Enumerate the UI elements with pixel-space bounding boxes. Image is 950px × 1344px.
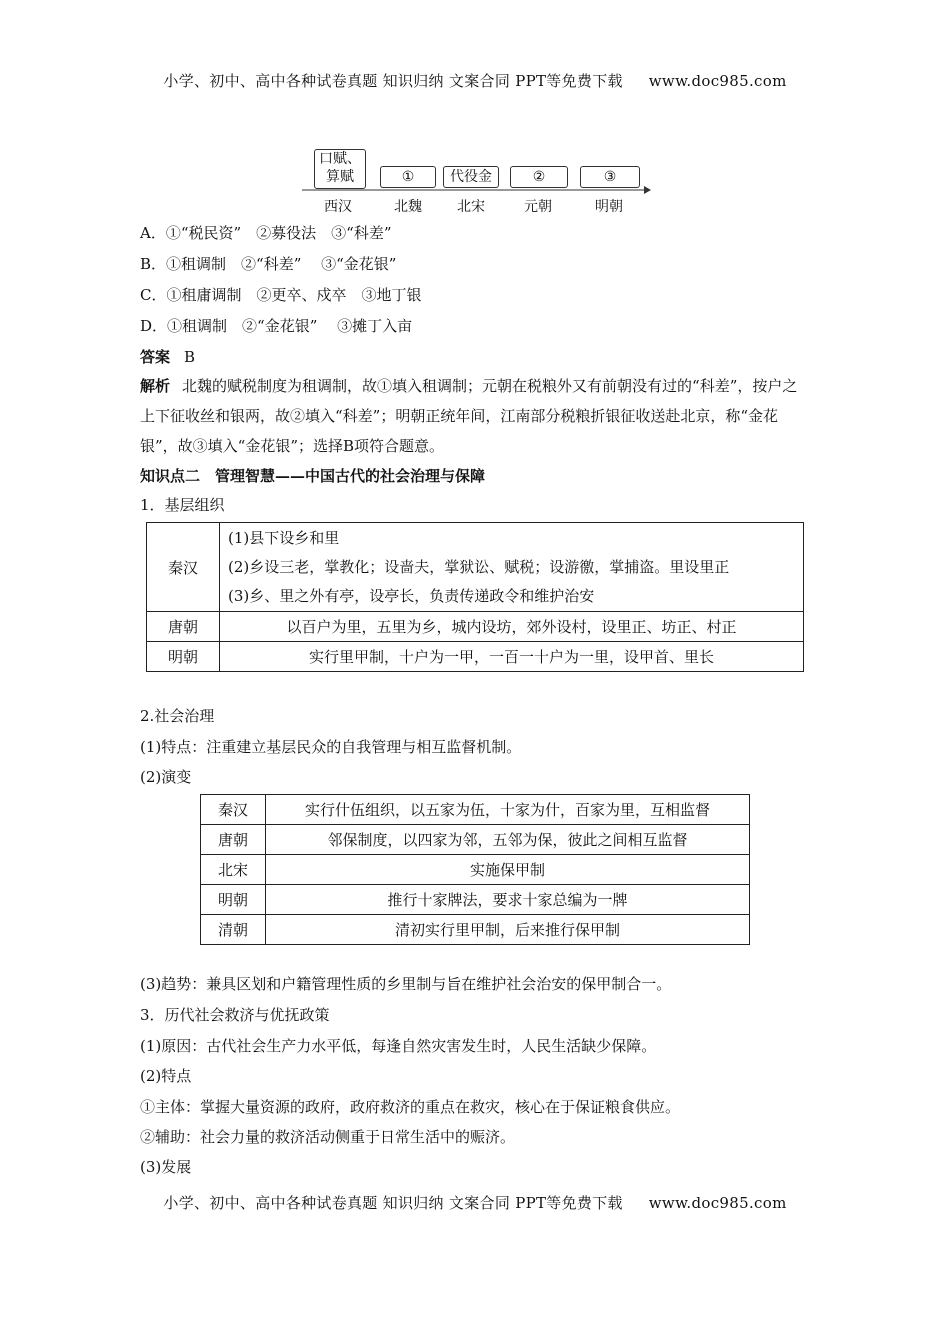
s1-row1-content [220, 523, 804, 612]
s2-row-era: 北宋 [201, 855, 266, 885]
section-title: 知识点二 管理智慧——中国古代的社会治理与保障 [140, 467, 486, 485]
s3-development-title: (3)发展 [140, 1158, 192, 1176]
answer-line [140, 347, 195, 367]
timeline-box-3: 代役金 [443, 166, 499, 188]
s2-title: 2.社会治理 [140, 707, 215, 725]
timeline-axis-arrow [300, 185, 652, 195]
s1-row1-line1: (1)县下设乡和里 [228, 528, 340, 547]
s1-row1-line3: (3)乡、里之外有亭，设亭长，负责传递政令和维护治安 [228, 586, 595, 605]
s1-title: 1．基层组织 [140, 496, 225, 514]
s3-features-title: (2)特点 [140, 1067, 192, 1085]
s3-reason: (1)原因：古代社会生产力水平低，每逢自然灾害发生时，人民生活缺少保障。 [140, 1037, 657, 1055]
s2-row-text: 邻保制度，以四家为邻，五邻为保，彼此之间相互监督 [266, 825, 750, 855]
s2-row-era: 唐朝 [201, 825, 266, 855]
s1-table [146, 522, 804, 672]
s3-feature-2: ②辅助：社会力量的救济活动侧重于日常生活中的赈济。 [140, 1128, 516, 1146]
s1-row2-text: 以百户为里，五里为乡，城内设坊，郊外设村，设里正、坊正、村正 [220, 612, 804, 642]
timeline-box-4: ② [510, 166, 568, 188]
page-footer [0, 1192, 950, 1213]
timeline-box-2: ① [380, 166, 436, 188]
s1-row2-era: 唐朝 [147, 612, 220, 642]
analysis-label: 解析 [140, 377, 171, 395]
s2-evolution-title: (2)演变 [140, 768, 192, 786]
s2-row-text: 实行什伍组织，以五家为伍，十家为什，百家为里，互相监督 [266, 795, 750, 825]
option-c: C．①租庸调制 ②更卒、戍卒 ③地丁银 [140, 286, 422, 304]
timeline-era-5: 明朝 [595, 199, 623, 215]
s2-row-era: 秦汉 [201, 795, 266, 825]
s3-feature-1: ①主体：掌握大量资源的政府，政府救济的重点在救灾，核心在于保证粮食供应。 [140, 1098, 681, 1116]
analysis-paragraph [140, 371, 812, 461]
timeline-box-1: 口赋、 算赋 [314, 149, 366, 189]
s1-row1-era: 秦汉 [147, 523, 220, 612]
timeline-era-3: 北宋 [457, 199, 485, 215]
timeline-era-4: 元朝 [524, 199, 552, 215]
s2-row-text: 清初实行里甲制，后来推行保甲制 [266, 915, 750, 945]
s1-row3-era: 明朝 [147, 642, 220, 672]
timeline-diagram [300, 145, 660, 217]
s2-row-era: 明朝 [201, 885, 266, 915]
s2-row-era: 清朝 [201, 915, 266, 945]
answer-label: 答案 [140, 348, 171, 366]
header-text: 小学、初中、高中各种试卷真题 知识归纳 文案合同 PPT等免费下载 [163, 72, 623, 90]
option-b: B．①租调制 ②“科差” ③“金花银” [140, 255, 397, 273]
s2-row-text: 实施保甲制 [266, 855, 750, 885]
s2-table [200, 794, 750, 945]
page-header [0, 70, 950, 91]
timeline-era-1: 西汉 [324, 199, 352, 215]
s2-row-text: 推行十家牌法，要求十家总编为一牌 [266, 885, 750, 915]
analysis-text: 北魏的赋税制度为租调制，故①填入租调制；元朝在税粮外又有前朝没有过的“科差”，按户之上下征收丝和银两，故②填入“科差”；明朝正统年间，江南部分税粮折银征收送赴北京，称“金花银”，故③填入“金花银”；选择B项符合题意。 [140, 377, 798, 455]
s2-feature: (1)特点：注重建立基层民众的自我管理与相互监督机制。 [140, 738, 522, 756]
option-a: A．①“税民资” ②募役法 ③“科差” [140, 224, 392, 242]
timeline-era-2: 北魏 [394, 199, 422, 215]
option-d: D．①租调制 ②“金花银” ③摊丁入亩 [140, 317, 413, 335]
footer-site: www.doc985.com [648, 1194, 787, 1212]
footer-text: 小学、初中、高中各种试卷真题 知识归纳 文案合同 PPT等免费下载 [163, 1194, 623, 1212]
s1-row3-text: 实行里甲制，十户为一甲，一百一十户为一里，设甲首、里长 [220, 642, 804, 672]
s3-title: 3．历代社会救济与优抚政策 [140, 1006, 330, 1024]
header-site: www.doc985.com [648, 72, 787, 90]
s1-row1-line2: (2)乡设三老，掌教化；设啬夫，掌狱讼、赋税；设游徼，掌捕盗。里设里正 [228, 557, 730, 576]
s2-trend: (3)趋势：兼具区划和户籍管理性质的乡里制与旨在维护社会治安的保甲制合一。 [140, 975, 672, 993]
timeline-box-5: ③ [580, 166, 640, 188]
answer-value: B [184, 348, 196, 366]
